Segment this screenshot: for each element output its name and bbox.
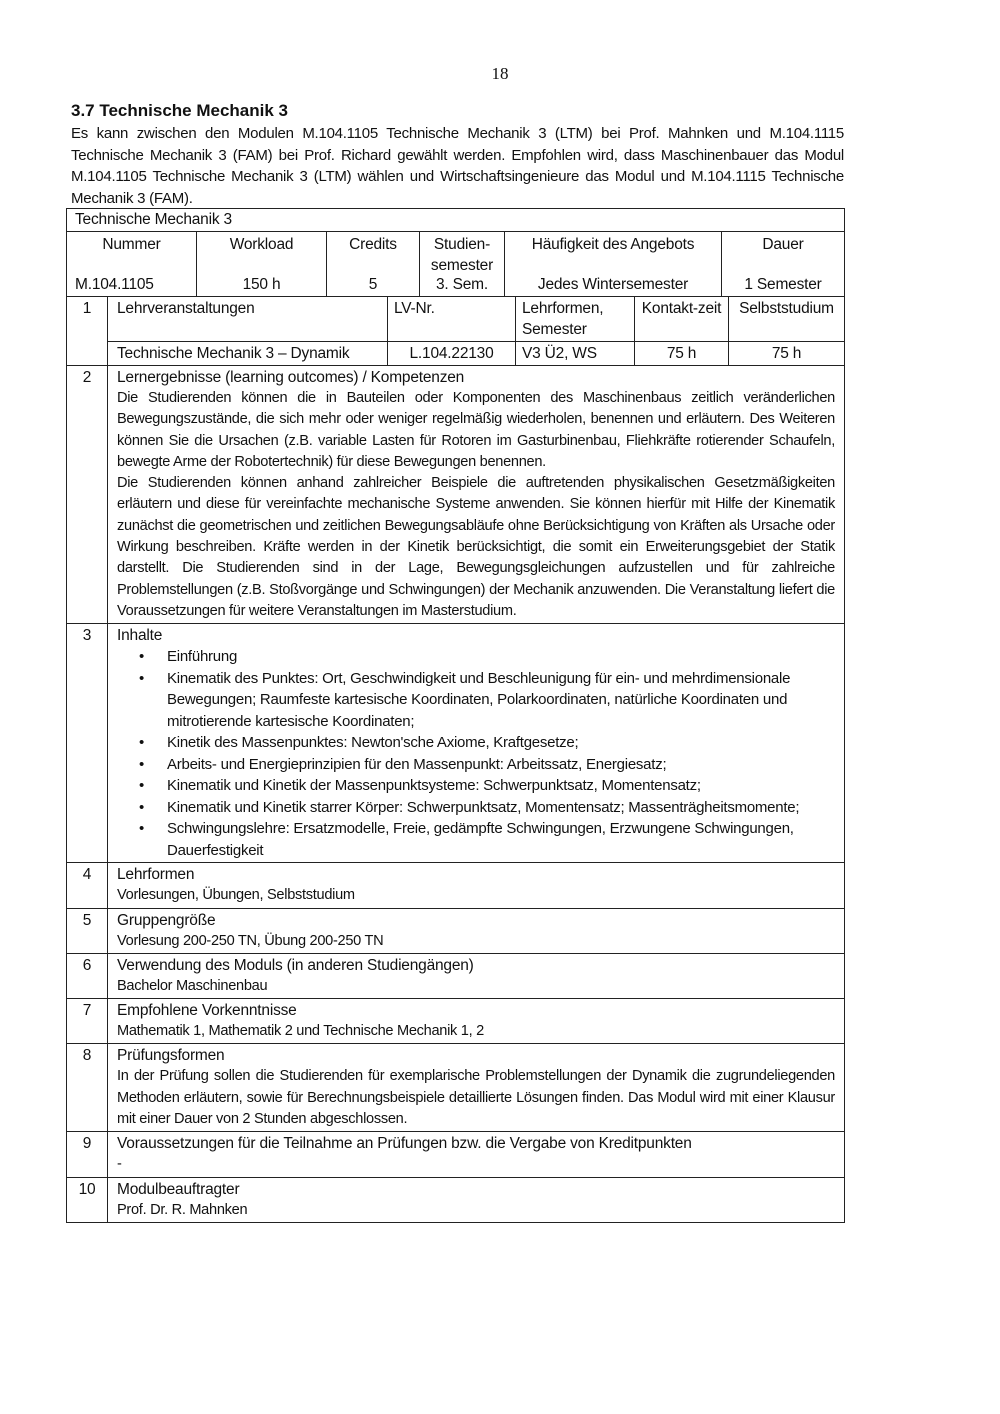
lv-kontakt-header: Kontakt-zeit xyxy=(635,297,729,341)
list-item xyxy=(139,668,835,733)
module-table xyxy=(66,208,845,1223)
row-number: 6 xyxy=(67,954,108,998)
row-number: 1 xyxy=(67,297,108,365)
list-item-text: Kinematik und Kinetik der Massenpunktsysteme: Schwerpunktsatz, Momentensatz; xyxy=(167,777,701,795)
list-item xyxy=(139,754,835,776)
list-item xyxy=(139,646,835,668)
section-text: In der Prüfung sollen die Studierenden für exemplarische Problemstellungen der Dynamik die zugrundeliegenden Methoden erläutern, sowie für Berechnungsbeispiele detaillierte Lösungen finden. Das Modul wird mit einer Klausur mit einer Dauer von 2 Stunden abgeschlossen. xyxy=(117,1068,835,1128)
section-heading: Gruppengröße xyxy=(117,911,216,929)
nummer-label: Nummer xyxy=(102,236,161,253)
list-item xyxy=(139,775,835,797)
lv-selbst: 75 h xyxy=(771,345,802,362)
module-title: Technische Mechanik 3 xyxy=(67,209,844,232)
list-item xyxy=(139,732,835,754)
section-text: Bachelor Maschinenbau xyxy=(117,977,268,994)
credits-value: 5 xyxy=(368,276,378,293)
lv-nr: L.104.22130 xyxy=(388,342,516,365)
section-heading: Lehrformen xyxy=(117,866,195,884)
workload-label: Workload xyxy=(229,236,294,253)
haeufigkeit-cell xyxy=(505,232,722,296)
section-voraussetzungen xyxy=(67,1131,844,1176)
workload-cell xyxy=(197,232,327,296)
row-number: 9 xyxy=(67,1132,108,1176)
bullet-icon: • xyxy=(139,734,145,752)
row-number: 10 xyxy=(67,1178,108,1222)
section-pruefungsformen xyxy=(67,1043,844,1131)
row-number: 5 xyxy=(67,909,108,953)
list-item-text: Einführung xyxy=(167,648,238,666)
lv-form-header: Lehrformen, Semester xyxy=(516,297,635,341)
semester-value: 3. Sem. xyxy=(435,276,488,293)
dauer-value: 1 Semester xyxy=(744,276,822,293)
dauer-cell xyxy=(722,232,844,296)
section-modulbeauftragter xyxy=(67,1177,844,1222)
section-vorkenntnisse xyxy=(67,998,844,1043)
section-heading: Verwendung des Moduls (in anderen Studiengängen) xyxy=(117,956,474,974)
section-text: Die Studierenden können die in Bauteilen oder Komponenten des Maschinenbaus zeitlich veränderlichen Bewegungszustände, die sich mehr oder weniger regelmäßig wiederholen, benennen und erläutern. Des Weiteren können Sie die Ursachen (z.B. variable Lasten für Rotoren im Gasturbinenbau, Fliehkräfte rotierender Schaufeln, bewegte Arme der Robotertechnik) für diese Bewegungen benennen. xyxy=(117,390,835,470)
section-title: 3.7 Technische Mechanik 3 xyxy=(71,101,288,120)
section-text: Mathematik 1, Mathematik 2 und Technische Mechanik 1, 2 xyxy=(117,1023,484,1040)
list-item-text: Kinetik des Massenpunktes: Newton'sche Axiome, Kraftgesetze; xyxy=(167,734,579,752)
section-text: Vorlesung 200-250 TN, Übung 200-250 TN xyxy=(117,932,384,949)
list-item xyxy=(139,818,835,861)
row-number: 2 xyxy=(67,366,108,623)
section-text: Prof. Dr. R. Mahnken xyxy=(117,1201,248,1218)
list-item-text: Schwingungslehre: Ersatzmodelle, Freie, gedämpfte Schwingungen, Erzwungene Schwingungen, Dauerfestigkeit xyxy=(167,820,794,859)
lv-nr-header: LV-Nr. xyxy=(388,297,516,341)
dauer-label: Dauer xyxy=(762,236,804,253)
section-heading: Prüfungsformen xyxy=(117,1047,225,1065)
bullet-icon: • xyxy=(139,820,145,838)
section-text: - xyxy=(117,1156,122,1173)
section-verwendung xyxy=(67,953,844,998)
section-heading: Lernergebnisse (learning outcomes) / Kompetenzen xyxy=(117,369,465,386)
section-text: Vorlesungen, Übungen, Selbststudium xyxy=(117,887,355,904)
section-inhalte xyxy=(67,623,844,862)
credits-cell xyxy=(327,232,420,296)
section-heading: Modulbeauftragter xyxy=(117,1180,240,1198)
list-item-text: Arbeits- und Energieprinzipien für den Massenpunkt: Arbeitssatz, Energiesatz; xyxy=(167,755,667,773)
module-header-row xyxy=(67,232,844,297)
lehrveranstaltungen-row xyxy=(67,297,844,365)
page-number: 18 xyxy=(491,64,509,83)
row-number: 8 xyxy=(67,1044,108,1131)
haeufigkeit-label: Häufigkeit des Angebots xyxy=(531,236,695,253)
bullet-icon: • xyxy=(139,648,145,666)
list-item-text: Kinematik des Punktes: Ort, Geschwindigkeit und Beschleunigung für ein- und mehrdimensionale Bewegungen; Raumfeste kartesische Koordinaten, Polarkoordinaten, natürliche Koordinaten und mitrotierende kartesische Koordinaten; xyxy=(167,669,791,730)
row-number: 7 xyxy=(67,999,108,1043)
workload-value: 150 h xyxy=(242,276,281,293)
intro-paragraph: Es kann zwischen den Modulen M.104.1105 Technische Mechanik 3 (LTM) bei Prof. Mahnken und M.104.1115 Technische Mechanik 3 (FAM) bei Prof. Richard gewählt werden. Empfohlen wird, dass Maschinenbauer das Modul M.104.1105 Technische Mechanik 3 (LTM) wählen und Wirtschaftsingenieure das Modul und M.104.1115 Technische Mechanik 3 (FAM). xyxy=(71,125,844,207)
credits-label: Credits xyxy=(349,236,397,253)
bullet-icon: • xyxy=(139,669,145,687)
bullet-icon: • xyxy=(139,798,145,816)
lv-name-header: Lehrveranstaltungen xyxy=(108,297,388,341)
section-lernergebnisse xyxy=(67,365,844,623)
lv-name: Technische Mechanik 3 – Dynamik xyxy=(108,342,388,365)
section-heading: Empfohlene Vorkenntnisse xyxy=(117,1002,297,1020)
nummer-value: M.104.1105 xyxy=(75,276,154,293)
bullet-icon: • xyxy=(139,755,145,773)
lv-kontakt: 75 h xyxy=(635,342,729,365)
section-text: Die Studierenden können anhand zahlreicher Beispiele die auftretenden physikalischen Gesetzmäßigkeiten erläutern und diese für vereinfachte mechanische Systeme anwenden. Sie können hierfür mit Hilfe der Kinematik zunächst die geometrischen und zeitlichen Bewegungsabläufe ohne Berücksichtigung von Kräften als Ursache oder Wirkung beschreiben. Kräfte werden in der Kinetik berücksichtigt, die somit ein Erweiterungsgebiet der Statik darstellt. Die Studierenden sind in der Lage, Bewegungsgleichungen aufzustellen und für zahlreiche Problemstellungen (z.B. Stoßvorgänge und Schwingungen) der Mechanik anzuwenden. Die Veranstaltung liefert die Voraussetzungen für weitere Veranstaltungen im Masterstudium. xyxy=(117,475,835,619)
section-heading: Inhalte xyxy=(117,627,163,645)
lv-selbst-header: Selbststudium xyxy=(739,300,834,317)
section-lehrformen xyxy=(67,862,844,907)
haeufigkeit-value: Jedes Wintersemester xyxy=(537,276,689,293)
row-number: 3 xyxy=(67,624,108,862)
row-number: 4 xyxy=(67,863,108,907)
lv-data-line xyxy=(108,342,844,365)
section-heading: Voraussetzungen für die Teilnahme an Prüfungen bzw. die Vergabe von Kreditpunkten xyxy=(117,1135,692,1153)
semester-cell xyxy=(420,232,505,296)
nummer-cell xyxy=(67,232,197,296)
list-item xyxy=(139,797,835,819)
section-gruppengroesse xyxy=(67,908,844,953)
bullet-icon: • xyxy=(139,777,145,795)
lv-form: V3 Ü2, WS xyxy=(516,342,635,365)
lv-header-line xyxy=(108,297,844,342)
list-item-text: Kinematik und Kinetik starrer Körper: Schwerpunktsatz, Momentensatz; Massenträgheitsmomente; xyxy=(167,798,800,816)
content-list xyxy=(117,646,835,861)
semester-label: Studien-semester xyxy=(430,236,494,274)
